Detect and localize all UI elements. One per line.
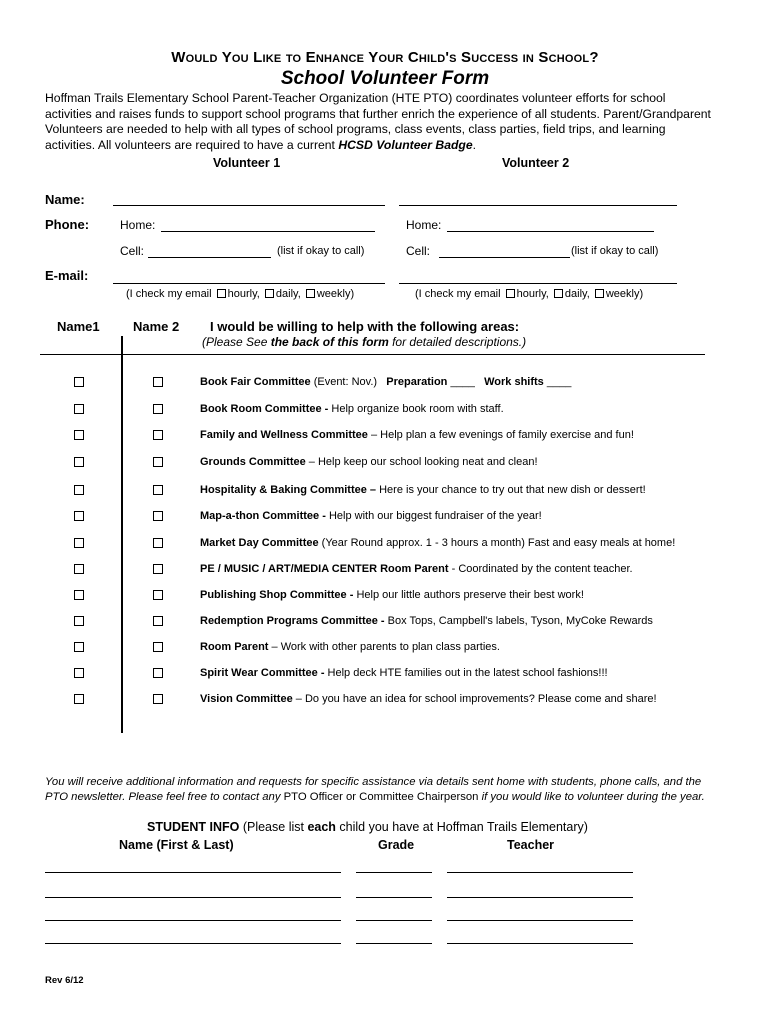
daily-label: daily, xyxy=(564,288,590,300)
area-item-name: Vision Committee xyxy=(200,693,293,705)
student-name-column-heading: Name (First & Last) xyxy=(119,838,234,852)
volunteer-1-cell-note: (list if okay to call) xyxy=(277,245,365,257)
area-item-name: Hospitality & Baking Committee – xyxy=(200,484,377,496)
name2-checkbox[interactable] xyxy=(153,694,163,704)
student-teacher-column-heading: Teacher xyxy=(507,838,555,852)
student-info-mid: (Please list xyxy=(239,820,308,834)
intro-badge: HCSD Volunteer Badge xyxy=(338,137,473,152)
email-check-prefix: (I check my email xyxy=(415,288,501,300)
area-item-description: – Work with other parents to plan class parties. xyxy=(268,641,500,653)
name2-checkbox[interactable] xyxy=(153,616,163,626)
student-info-heading xyxy=(147,820,588,834)
volunteer-2-weekly-checkbox[interactable] xyxy=(595,289,604,298)
area-item xyxy=(200,563,633,575)
area-item-description: Help with our biggest fundraiser of the year! xyxy=(325,510,542,522)
area-item-description: Help deck HTE families out in the latest school fashions!!! xyxy=(324,667,608,679)
weekly-label: weekly) xyxy=(605,288,644,300)
footer-note-part1: You will receive additional information and requests for specific assistance via details sent home with students, phone calls, and the PTO newsletter. Please feel free to contact any xyxy=(45,776,702,803)
area-item-name: Publishing Shop Committee - xyxy=(200,589,354,601)
student-grade-field[interactable] xyxy=(356,872,432,873)
student-name-field[interactable] xyxy=(45,943,341,944)
daily-label: daily, xyxy=(275,288,301,300)
area-item-name: Grounds Committee xyxy=(200,456,306,468)
volunteer-1-email-field[interactable] xyxy=(113,283,385,284)
footer-note xyxy=(45,775,725,804)
form-subtitle: School Volunteer Form xyxy=(280,68,490,89)
area-item-description: Here is your chance to try out that new dish or dessert! xyxy=(376,484,646,496)
student-grade-field[interactable] xyxy=(356,897,432,898)
student-teacher-field[interactable] xyxy=(447,920,633,921)
name2-checkbox[interactable] xyxy=(153,457,163,467)
volunteer-1-email-frequency xyxy=(126,288,354,300)
name1-checkbox[interactable] xyxy=(74,430,84,440)
name2-checkbox[interactable] xyxy=(153,590,163,600)
volunteer-2-cell-label: Cell: xyxy=(406,244,431,258)
spacer xyxy=(475,376,484,388)
area-item xyxy=(200,376,571,388)
area-item xyxy=(200,641,500,653)
phone-label: Phone: xyxy=(45,217,90,232)
preparation-blank[interactable]: ____ xyxy=(447,376,475,388)
area-item-name: Family and Wellness Committee xyxy=(200,429,368,441)
area-item xyxy=(200,615,653,627)
area-item-name: Room Parent xyxy=(200,641,269,653)
area-item-name: Book Room Committee - xyxy=(200,403,329,415)
name2-column-heading: Name 2 xyxy=(133,319,180,334)
revision-label: Rev 6/12 xyxy=(45,975,84,986)
volunteer-2-email-frequency xyxy=(415,288,643,300)
name2-checkbox[interactable] xyxy=(153,668,163,678)
volunteer-2-home-field[interactable] xyxy=(447,231,654,232)
areas-sub-prefix: (Please See xyxy=(202,335,271,349)
preparation-label: Preparation xyxy=(386,376,448,388)
volunteer-1-cell-label: Cell: xyxy=(120,244,145,258)
areas-horizontal-rule xyxy=(40,354,705,355)
name2-checkbox[interactable] xyxy=(153,485,163,495)
area-item-name: Market Day Committee xyxy=(200,537,319,549)
volunteer-2-home-label: Home: xyxy=(406,218,442,232)
student-info-end: child you have at Hoffman Trails Elementary) xyxy=(335,820,588,834)
volunteer-1-home-field[interactable] xyxy=(161,231,375,232)
areas-subheading xyxy=(202,335,526,349)
areas-sub-bold: the back of this form xyxy=(270,335,389,349)
hourly-label: hourly, xyxy=(227,288,260,300)
footer-note-part2: PTO Officer or Committee Chairperson xyxy=(283,790,479,803)
footer-note-part3: if you would like to volunteer during the year. xyxy=(478,790,705,803)
name1-checkbox[interactable] xyxy=(74,457,84,467)
area-item-name: Redemption Programs Committee - xyxy=(200,615,385,627)
work-shifts-label: Work shifts xyxy=(484,376,544,388)
student-name-field[interactable] xyxy=(45,920,341,921)
volunteer-1-cell-field[interactable] xyxy=(148,257,271,258)
student-grade-column-heading: Grade xyxy=(378,838,415,852)
name2-checkbox[interactable] xyxy=(153,430,163,440)
email-label: E-mail: xyxy=(45,268,89,283)
name1-checkbox[interactable] xyxy=(74,694,84,704)
area-item-name: Map-a-thon Committee - xyxy=(200,510,326,522)
name1-checkbox[interactable] xyxy=(74,538,84,548)
area-item xyxy=(200,456,538,468)
area-item-description: Box Tops, Campbell's labels, Tyson, MyCoke Rewards xyxy=(384,615,653,627)
volunteer-2-heading: Volunteer 2 xyxy=(502,156,570,170)
name2-checkbox[interactable] xyxy=(153,538,163,548)
student-teacher-field[interactable] xyxy=(447,897,633,898)
work-shifts-blank[interactable]: ____ xyxy=(543,376,572,388)
student-grade-field[interactable] xyxy=(356,920,432,921)
name1-checkbox[interactable] xyxy=(74,485,84,495)
name1-checkbox[interactable] xyxy=(74,616,84,626)
area-item xyxy=(200,403,504,415)
intro-text: Hoffman Trails Elementary School Parent-Teacher Organization (HTE PTO) coordinates volunteer efforts for school activities and raises funds to support school programs that further enrich the experience of all students. Parent/Grandparent Volunteers are needed to help with all types of school programs, class events, class parties, field trips, and learning activities. All volunteers are required to have a current xyxy=(45,91,711,152)
area-item xyxy=(200,589,584,601)
area-item-description: (Year Round approx. 1 - 3 hours a month) Fast and easy meals at home! xyxy=(318,537,676,549)
spacer xyxy=(377,376,386,388)
area-item xyxy=(200,667,608,679)
name-label: Name: xyxy=(45,192,85,207)
areas-heading: I would be willing to help with the following areas: xyxy=(210,319,520,334)
area-item xyxy=(200,537,675,549)
area-item-name: Book Fair Committee xyxy=(200,376,311,388)
student-teacher-field[interactable] xyxy=(447,872,633,873)
student-grade-field[interactable] xyxy=(356,943,432,944)
volunteer-2-name-field[interactable] xyxy=(399,205,677,206)
volunteer-2-email-field[interactable] xyxy=(399,283,677,284)
volunteer-2-hourly-checkbox[interactable] xyxy=(506,289,515,298)
area-item-description: – Help plan a few evenings of family exercise and fun! xyxy=(367,429,634,441)
form-title xyxy=(0,49,770,66)
area-item xyxy=(200,693,657,705)
volunteer-2-daily-checkbox[interactable] xyxy=(554,289,563,298)
volunteer-2-cell-field[interactable] xyxy=(439,257,570,258)
name1-checkbox[interactable] xyxy=(74,590,84,600)
intro-paragraph xyxy=(45,91,715,153)
name1-checkbox[interactable] xyxy=(74,668,84,678)
hourly-label: hourly, xyxy=(516,288,549,300)
name1-column-heading: Name1 xyxy=(57,319,100,334)
volunteer-1-name-field[interactable] xyxy=(113,205,385,206)
volunteer-1-daily-checkbox[interactable] xyxy=(265,289,274,298)
area-item xyxy=(200,429,634,441)
student-name-field[interactable] xyxy=(45,897,341,898)
area-item-name: Spirit Wear Committee - xyxy=(200,667,325,679)
volunteer-1-hourly-checkbox[interactable] xyxy=(217,289,226,298)
volunteer-1-heading: Volunteer 1 xyxy=(213,156,281,170)
area-item-name: PE / MUSIC / ART/MEDIA CENTER Room Parent xyxy=(200,563,449,575)
area-item-description: (Event: Nov.) xyxy=(310,376,378,388)
volunteer-1-weekly-checkbox[interactable] xyxy=(306,289,315,298)
name1-checkbox[interactable] xyxy=(74,511,84,521)
area-item xyxy=(200,510,542,522)
volunteer-1-home-label: Home: xyxy=(120,218,156,232)
student-info-each: each xyxy=(307,820,336,834)
name2-checkbox[interactable] xyxy=(153,564,163,574)
areas-sub-suffix: for detailed descriptions.) xyxy=(388,335,527,349)
name1-checkbox[interactable] xyxy=(74,642,84,652)
student-teacher-field[interactable] xyxy=(447,943,633,944)
student-info-bold: STUDENT INFO xyxy=(147,820,240,834)
area-item-description: – Do you have an idea for school improvements? Please come and share! xyxy=(292,693,657,705)
area-item-description: Help organize book room with staff. xyxy=(328,403,504,415)
area-item xyxy=(200,484,646,496)
volunteer-2-cell-note: (list if okay to call) xyxy=(571,245,659,257)
weekly-label: weekly) xyxy=(316,288,355,300)
name2-checkbox[interactable] xyxy=(153,511,163,521)
name1-checkbox[interactable] xyxy=(74,377,84,387)
area-item-description: - Coordinated by the content teacher. xyxy=(448,563,633,575)
name2-checkbox[interactable] xyxy=(153,377,163,387)
name1-checkbox[interactable] xyxy=(74,564,84,574)
name2-checkbox[interactable] xyxy=(153,642,163,652)
area-item-description: – Help keep our school looking neat and clean! xyxy=(305,456,538,468)
student-name-field[interactable] xyxy=(45,872,341,873)
intro-end: . xyxy=(472,137,477,152)
form-title-text: Would You Like to Enhance Your Child's Success in School? xyxy=(171,49,599,66)
name2-checkbox[interactable] xyxy=(153,404,163,414)
name1-checkbox[interactable] xyxy=(74,404,84,414)
areas-vertical-rule xyxy=(121,336,123,733)
email-check-prefix: (I check my email xyxy=(126,288,212,300)
area-item-description: Help our little authors preserve their best work! xyxy=(353,589,584,601)
